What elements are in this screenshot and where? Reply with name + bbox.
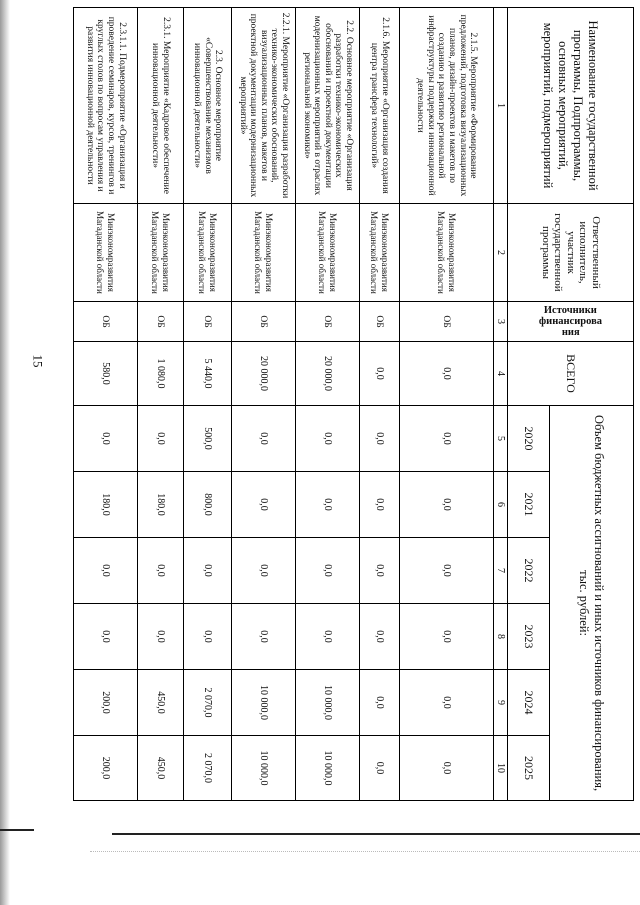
row-source: ОБ xyxy=(400,302,494,342)
row-value-2024: 10 000,0 xyxy=(232,670,296,736)
row-value-2023: 0,0 xyxy=(360,604,400,670)
row-value-2023: 0,0 xyxy=(74,604,138,670)
index-cell: 1 xyxy=(494,8,508,204)
header-source-line3: ния xyxy=(561,327,580,338)
table-row xyxy=(360,8,400,801)
row-value-2022: 0,0 xyxy=(232,538,296,604)
row-value-2021: 0,0 xyxy=(400,472,494,538)
index-cell: 8 xyxy=(494,604,508,670)
index-cell: 9 xyxy=(494,670,508,736)
row-responsible: Минэкономразвития Магаданской области xyxy=(184,204,232,302)
index-cell: 10 xyxy=(494,736,508,801)
row-value-2025: 200,0 xyxy=(74,736,138,801)
header-name: Наименование государственной программы, Подпрограммы, основных мероприятий, мероприятий, подмероприятий xyxy=(508,8,634,204)
row-value-2020: 500,0 xyxy=(184,406,232,472)
rotated-page xyxy=(74,7,634,800)
row-responsible: Минэкономразвития Магаданской области xyxy=(138,204,184,302)
row-value-2021: 180,0 xyxy=(138,472,184,538)
header-year-2025: 2025 xyxy=(508,736,550,801)
page-number: 15 xyxy=(30,354,46,368)
index-cell: 2 xyxy=(494,204,508,302)
row-value-2023: 0,0 xyxy=(138,604,184,670)
header-year-2022: 2022 xyxy=(508,538,550,604)
row-source: ОБ xyxy=(296,302,360,342)
row-value-2022: 0,0 xyxy=(184,538,232,604)
row-value-2024: 450,0 xyxy=(138,670,184,736)
row-value-2022: 0,0 xyxy=(400,538,494,604)
row-value-2022: 0,0 xyxy=(296,538,360,604)
header-year-2020: 2020 xyxy=(508,406,550,472)
table-row xyxy=(232,8,296,801)
row-value-2020: 0,0 xyxy=(296,406,360,472)
row-value-2025: 2 070,0 xyxy=(184,736,232,801)
header-responsible: Ответственный исполнитель, участник государственной программы xyxy=(508,204,634,302)
row-value-2021: 0,0 xyxy=(232,472,296,538)
row-name: 2.3.1.1. Подмероприятие «Организация и проведение семинаров, курсов, тренингов и круглых столов по вопросам управления и развития инновационной деятельности xyxy=(74,8,138,204)
row-name: 2.2.1. Мероприятие «Организация разработки технико-экономических обоснований, визуализационных планов, макетов и проектной документации модернизационных мероприятий» xyxy=(232,8,296,204)
index-cell: 3 xyxy=(494,302,508,342)
row-source: ОБ xyxy=(74,302,138,342)
row-value-2022: 0,0 xyxy=(360,538,400,604)
row-value-2025: 450,0 xyxy=(138,736,184,801)
row-value-2023: 0,0 xyxy=(400,604,494,670)
row-value-2023: 0,0 xyxy=(232,604,296,670)
row-source: ОБ xyxy=(138,302,184,342)
row-value-2025: 0,0 xyxy=(360,736,400,801)
row-total: 0,0 xyxy=(360,342,400,406)
row-total: 20 000,0 xyxy=(232,342,296,406)
row-value-2025: 10 000,0 xyxy=(296,736,360,801)
scan-edge-shadow xyxy=(0,0,10,905)
row-value-2024: 2 070,0 xyxy=(184,670,232,736)
row-total: 580,0 xyxy=(74,342,138,406)
row-total: 20 000,0 xyxy=(296,342,360,406)
row-responsible: Минэкономразвития Магаданской области xyxy=(360,204,400,302)
scan-dotted-line xyxy=(90,851,640,852)
row-value-2021: 0,0 xyxy=(296,472,360,538)
row-total: 1 080,0 xyxy=(138,342,184,406)
row-source: ОБ xyxy=(232,302,296,342)
scan-line xyxy=(0,829,34,831)
row-total: 5 440,0 xyxy=(184,342,232,406)
row-value-2024: 200,0 xyxy=(74,670,138,736)
row-responsible: Минэкономразвития Магаданской области xyxy=(296,204,360,302)
row-responsible: Минэкономразвития Магаданской области xyxy=(232,204,296,302)
row-value-2023: 0,0 xyxy=(296,604,360,670)
table-row xyxy=(74,8,138,801)
header-total: ВСЕГО xyxy=(508,342,634,406)
row-value-2021: 180,0 xyxy=(74,472,138,538)
row-value-2023: 0,0 xyxy=(184,604,232,670)
row-value-2020: 0,0 xyxy=(138,406,184,472)
index-cell: 4 xyxy=(494,342,508,406)
table-row xyxy=(138,8,184,801)
row-value-2020: 0,0 xyxy=(360,406,400,472)
header-source-line1: Источники xyxy=(544,304,597,316)
row-value-2024: 0,0 xyxy=(360,670,400,736)
row-value-2024: 10 000,0 xyxy=(296,670,360,736)
table-row xyxy=(400,8,494,801)
row-value-2020: 0,0 xyxy=(400,406,494,472)
table-row xyxy=(184,8,232,801)
header-volume: Объем бюджетных ассигнований и иных источников финансирования, тыс. рублей: xyxy=(550,406,634,801)
row-value-2021: 800,0 xyxy=(184,472,232,538)
row-value-2025: 10 000,0 xyxy=(232,736,296,801)
row-value-2022: 0,0 xyxy=(74,538,138,604)
row-value-2024: 0,0 xyxy=(400,670,494,736)
index-cell: 6 xyxy=(494,472,508,538)
row-value-2025: 0,0 xyxy=(400,736,494,801)
row-name: 2.3. Основное мероприятие «Совершенствование механизмов инновационной деятельности» xyxy=(184,8,232,204)
row-name: 2.2. Основное мероприятие «Организация разработки технико-экономических обоснований и проектной документации модернизационных мероприятий в отраслях региональной экономики» xyxy=(296,8,360,204)
row-name: 2.1.6. Мероприятие «Организация создания центра трансфера технологий» xyxy=(360,8,400,204)
index-cell: 5 xyxy=(494,406,508,472)
header-source xyxy=(508,302,634,342)
row-total: 0,0 xyxy=(400,342,494,406)
scan-line xyxy=(112,833,640,835)
row-responsible: Минэкономразвития Магаданской области xyxy=(400,204,494,302)
row-responsible: Минэкономразвития Магаданской области xyxy=(74,204,138,302)
row-source: ОБ xyxy=(184,302,232,342)
row-value-2021: 0,0 xyxy=(360,472,400,538)
index-row xyxy=(494,8,508,801)
header-year-2023: 2023 xyxy=(508,604,550,670)
budget-table xyxy=(73,7,634,801)
header-source-line2: финансирова xyxy=(538,315,603,327)
index-cell: 7 xyxy=(494,538,508,604)
row-name: 2.1.5. Мероприятие «Формирование предложений, подготовка визуализационных планов, дизайн-проектов и макетов по созданию и развитию региональной инфраструктуры поддержки инновационной деятельности xyxy=(400,8,494,204)
header-year-2024: 2024 xyxy=(508,670,550,736)
row-value-2020: 0,0 xyxy=(74,406,138,472)
header-year-2021: 2021 xyxy=(508,472,550,538)
table-row xyxy=(296,8,360,801)
row-name: 2.3.1. Мероприятие «Кадровое обеспечение инновационной деятельности» xyxy=(138,8,184,204)
row-source: ОБ xyxy=(360,302,400,342)
row-value-2022: 0,0 xyxy=(138,538,184,604)
row-value-2020: 0,0 xyxy=(232,406,296,472)
